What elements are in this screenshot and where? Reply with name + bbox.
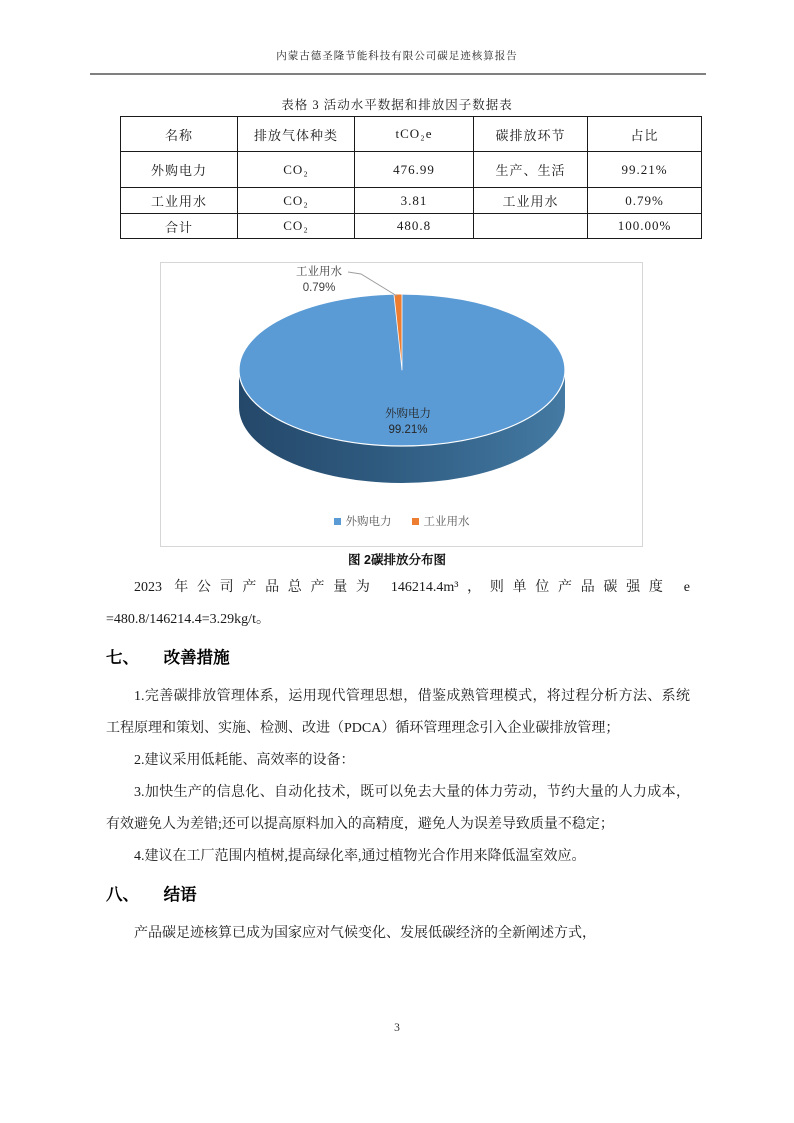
legend-label: 工业用水 — [423, 516, 470, 528]
pie-label-water-pct: 0.79% — [302, 282, 336, 294]
table-header-cell: tCO₂e — [355, 117, 474, 152]
section-number: 八、 — [106, 886, 139, 904]
chart-legend — [161, 513, 642, 529]
table-row — [121, 152, 702, 188]
legend-swatch-icon — [334, 518, 341, 525]
pie-label-water-name: 工业用水 — [296, 266, 342, 278]
paragraph: 3.加快生产的信息化、自动化技术，既可以免去大量的体力劳动，节约大量的人力成本，有效避免人为差错;还可以提高原料加入的高精度，避免人为误差导致质量不稳定； — [106, 785, 690, 832]
pie-label-electricity-pct: 99.21% — [388, 424, 428, 436]
table-cell: 合计 — [121, 214, 238, 239]
intro-paragraph-line1: 2023 年公司产品总产量为 146214.4m³，则单位产品碳强度 e — [134, 580, 690, 595]
table-header-cell: 名称 — [121, 117, 238, 152]
paragraph: 1.完善碳排放管理体系，运用现代管理思想，借鉴成熟管理模式，将过程分析方法、系统工程原理和策划、实施、检测、改进（PDCA）循环管理理念引入企业碳排放管理； — [106, 689, 690, 736]
header-rule — [90, 73, 706, 75]
legend-item-electricity — [334, 513, 392, 529]
table-cell: 480.8 — [355, 214, 474, 239]
section-title: 改善措施 — [163, 649, 230, 667]
section-title: 结语 — [163, 886, 197, 904]
table-row — [121, 188, 702, 214]
section-heading-7 — [106, 645, 690, 671]
table-cell: CO₂ — [238, 152, 355, 188]
table-cell: 476.99 — [355, 152, 474, 188]
table-row — [121, 214, 702, 239]
figure-caption: 图 2碳排放分布图 — [348, 553, 446, 567]
table-header-row — [121, 117, 702, 152]
pie-chart-svg — [161, 263, 642, 546]
table-cell: 100.00% — [588, 214, 702, 239]
pie-label-electricity-name: 外购电力 — [385, 408, 431, 420]
pie-label-water — [271, 264, 367, 296]
table-cell: 外购电力 — [121, 152, 238, 188]
paragraph: 2.建议采用低耗能、高效率的设备： — [134, 753, 355, 768]
table-cell: 0.79% — [588, 188, 702, 214]
intro-paragraph-line2: =480.8/146214.4=3.29kg/t。 — [106, 612, 270, 627]
section-heading-8 — [106, 882, 690, 908]
table-cell: CO₂ — [238, 214, 355, 239]
paragraph: 产品碳足迹核算已成为国家应对气候变化、发展低碳经济的全新阐述方式， — [134, 926, 596, 941]
pie-chart-panel — [160, 262, 643, 547]
table-cell: 99.21% — [588, 152, 702, 188]
body-text — [106, 572, 690, 950]
paragraph: 4.建议在工厂范围内植树,提高绿化率,通过植物光合作用来降低温室效应。 — [134, 849, 586, 864]
table-cell — [474, 214, 588, 239]
table-cell: CO₂ — [238, 188, 355, 214]
section-number: 七、 — [106, 649, 139, 667]
table-cell: 工业用水 — [121, 188, 238, 214]
table-header-cell: 占比 — [588, 117, 702, 152]
table-cell: 生产、生活 — [474, 152, 588, 188]
legend-item-water — [412, 513, 470, 529]
table-cell: 工业用水 — [474, 188, 588, 214]
legend-label: 外购电力 — [345, 516, 392, 528]
page-number: 3 — [394, 1022, 400, 1034]
table-cell: 3.81 — [355, 188, 474, 214]
legend-swatch-icon — [412, 518, 419, 525]
table-header-cell: 排放气体种类 — [238, 117, 355, 152]
emission-data-table — [120, 116, 702, 239]
pie-label-electricity — [358, 406, 458, 438]
table-caption: 表格 3 活动水平数据和排放因子数据表 — [281, 98, 513, 112]
page-header-title: 内蒙古德圣隆节能科技有限公司碳足迹核算报告 — [276, 51, 518, 62]
table-header-cell: 碳排放环节 — [474, 117, 588, 152]
